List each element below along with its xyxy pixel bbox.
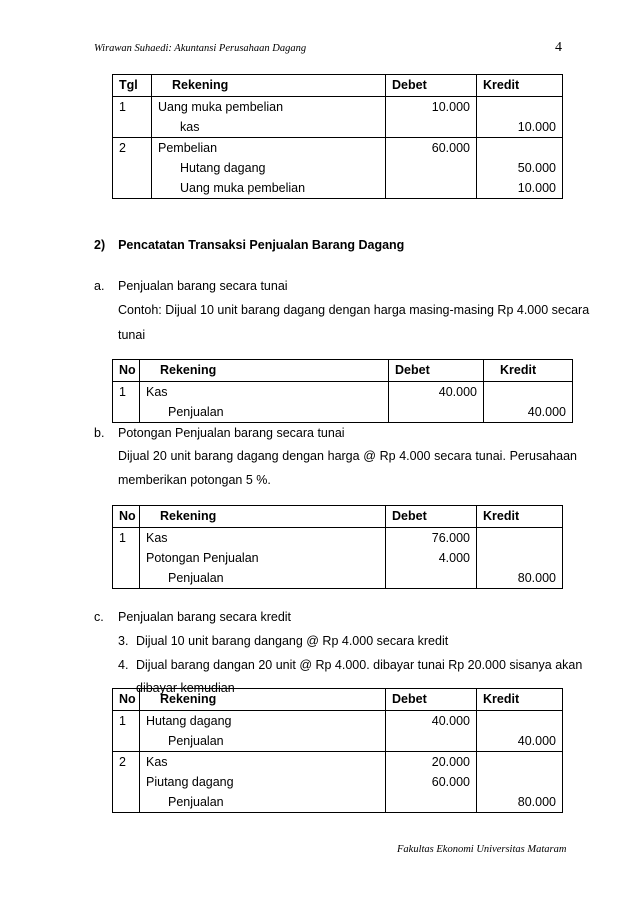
cell-kredit: 50.000: [477, 158, 563, 178]
cell-kredit: [477, 528, 563, 549]
col-header-debet: Debet: [386, 506, 477, 528]
cell-debet: [386, 117, 477, 138]
cell-account: kas: [152, 117, 386, 138]
col-header-rekening: Rekening: [140, 506, 386, 528]
cell-account: Uang muka pembelian: [152, 97, 386, 118]
page-number: 4: [555, 40, 562, 55]
section-heading: [94, 238, 404, 252]
col-header-kredit: Kredit: [477, 506, 563, 528]
paragraph-a-line2: tunai: [118, 328, 146, 342]
cell-kredit: [477, 97, 563, 118]
subsection-a-label: a.: [94, 279, 105, 293]
cell-debet: 4.000: [386, 548, 477, 568]
cell-no: 2: [113, 752, 140, 773]
cell-kredit: [477, 752, 563, 773]
table-row: [113, 711, 563, 732]
subsection-a-title: Penjualan barang secara tunai: [118, 279, 288, 293]
cell-no: 1: [113, 528, 140, 549]
cell-kredit: 80.000: [477, 792, 563, 813]
cell-kredit: 40.000: [477, 731, 563, 752]
cell-debet: 60.000: [386, 138, 477, 159]
section-title: Pencatatan Transaksi Penjualan Barang Dagang: [118, 238, 405, 252]
table-header-row: [113, 75, 563, 97]
col-header-rekening: Rekening: [140, 360, 389, 382]
cell-no: [113, 158, 152, 178]
journal-table-2: [112, 359, 573, 423]
table-row: [113, 752, 563, 773]
col-header-kredit: Kredit: [477, 689, 563, 711]
cell-kredit: 10.000: [477, 178, 563, 199]
cell-account: Potongan Penjualan: [140, 548, 386, 568]
cell-debet: [389, 402, 484, 423]
cell-no: [113, 568, 140, 589]
cell-debet: [386, 792, 477, 813]
col-header-no: No: [113, 360, 140, 382]
paragraph-b-line1: Dijual 20 unit barang dagang dengan harga @ Rp 4.000 secara tunai. Perusahaan: [118, 449, 577, 463]
cell-no: [113, 402, 140, 423]
cell-kredit: [484, 382, 573, 403]
cell-debet: [386, 568, 477, 589]
cell-debet: 40.000: [389, 382, 484, 403]
subsection-b-label: b.: [94, 426, 105, 440]
journal-table-3: [112, 505, 563, 589]
cell-debet: [386, 178, 477, 199]
section-number: 2): [94, 238, 106, 252]
cell-kredit: 40.000: [484, 402, 573, 423]
cell-account: Kas: [140, 382, 389, 403]
col-header-kredit: Kredit: [484, 360, 573, 382]
list-item-3-text: Dijual 10 unit barang dangang @ Rp 4.000 secara kredit: [136, 634, 449, 648]
cell-no: [113, 117, 152, 138]
table-row: [113, 97, 563, 118]
journal-table-4: [112, 688, 563, 813]
subsection-c-label: c.: [94, 610, 104, 624]
cell-kredit: [477, 548, 563, 568]
journal-table-1: [112, 74, 563, 199]
cell-account: Kas: [140, 528, 386, 549]
cell-debet: 20.000: [386, 752, 477, 773]
cell-debet: [386, 731, 477, 752]
table-header-row: [113, 360, 573, 382]
col-header-tgl: Tgl: [113, 75, 152, 97]
paragraph-a-line1: Contoh: Dijual 10 unit barang dagang dengan harga masing-masing Rp 4.000 secara: [118, 303, 590, 317]
cell-kredit: [477, 772, 563, 792]
table-row: [113, 568, 563, 589]
cell-account: Penjualan: [140, 402, 389, 423]
cell-no: 1: [113, 711, 140, 732]
col-header-rekening: Rekening: [152, 75, 386, 97]
cell-debet: [386, 158, 477, 178]
table-header-row: [113, 506, 563, 528]
cell-no: [113, 548, 140, 568]
col-header-debet: Debet: [386, 689, 477, 711]
table-row: [113, 772, 563, 792]
cell-account: Hutang dagang: [152, 158, 386, 178]
subsection-c-title: Penjualan barang secara kredit: [118, 610, 292, 624]
table-row: [113, 178, 563, 199]
table-row: [113, 382, 573, 403]
cell-no: [113, 731, 140, 752]
col-header-no: No: [113, 689, 140, 711]
cell-debet: 60.000: [386, 772, 477, 792]
cell-account: Uang muka pembelian: [152, 178, 386, 199]
cell-account: Piutang dagang: [140, 772, 386, 792]
cell-kredit: [477, 138, 563, 159]
cell-no: 2: [113, 138, 152, 159]
table-row: [113, 792, 563, 813]
table-row: [113, 548, 563, 568]
col-header-rekening: Rekening: [140, 689, 386, 711]
running-footer: Fakultas Ekonomi Universitas Mataram: [397, 844, 567, 855]
table-row: [113, 117, 563, 138]
list-item-4-line2: dibayar kemudian: [136, 681, 235, 695]
cell-no: [113, 178, 152, 199]
table-row: [113, 138, 563, 159]
cell-debet: 10.000: [386, 97, 477, 118]
cell-account: Penjualan: [140, 568, 386, 589]
list-item-4-line1: Dijual barang dangan 20 unit @ Rp 4.000. dibayar tunai Rp 20.000 sisanya akan: [136, 658, 583, 672]
cell-account: Kas: [140, 752, 386, 773]
list-item-4-number: 4.: [118, 658, 129, 672]
table-header-row: [113, 689, 563, 711]
cell-no: 1: [113, 382, 140, 403]
table-row: [113, 528, 563, 549]
table-row: [113, 731, 563, 752]
cell-account: Penjualan: [140, 731, 386, 752]
running-header: Wirawan Suhaedi: Akuntansi Perusahaan Dagang: [94, 43, 307, 54]
cell-kredit: 10.000: [477, 117, 563, 138]
paragraph-b-line2: memberikan potongan 5 %.: [118, 473, 271, 487]
cell-account: Hutang dagang: [140, 711, 386, 732]
table-row: [113, 402, 573, 423]
cell-no: 1: [113, 97, 152, 118]
col-header-debet: Debet: [389, 360, 484, 382]
cell-kredit: [477, 711, 563, 732]
cell-kredit: 80.000: [477, 568, 563, 589]
cell-debet: 76.000: [386, 528, 477, 549]
col-header-kredit: Kredit: [477, 75, 563, 97]
cell-debet: 40.000: [386, 711, 477, 732]
cell-account: Penjualan: [140, 792, 386, 813]
col-header-no: No: [113, 506, 140, 528]
cell-no: [113, 792, 140, 813]
cell-no: [113, 772, 140, 792]
col-header-debet: Debet: [386, 75, 477, 97]
subsection-b-title: Potongan Penjualan barang secara tunai: [118, 426, 345, 440]
cell-account: Pembelian: [152, 138, 386, 159]
table-row: [113, 158, 563, 178]
list-item-3-number: 3.: [118, 634, 129, 648]
